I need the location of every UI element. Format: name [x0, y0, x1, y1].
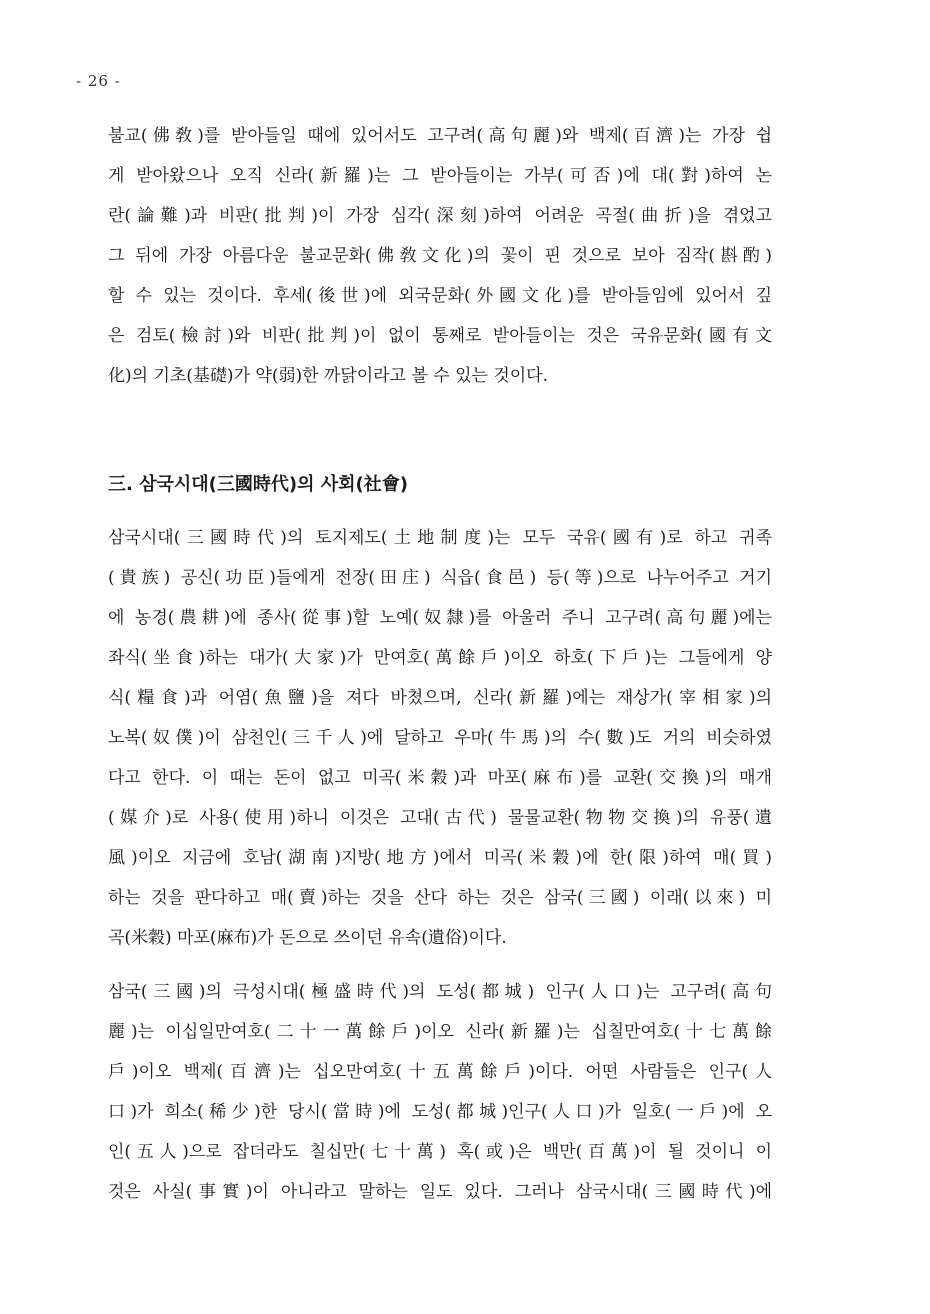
text-line: 戶)이오 백제(百濟)는 십오만여호(十五萬餘戶)이다. 어떤 사람들은 인구(人 — [108, 1062, 772, 1082]
text-line: 할 수 있는 것이다. 후세(後世)에 외국문화(外國文化)를 받아들임에 있어서 깊 — [108, 286, 772, 306]
text-line: 곡(米穀) 마포(麻布)가 돈으로 쓰이던 유속(遺俗)이다. — [108, 928, 507, 948]
text-line: 은 검토(檢討)와 비판(批判)이 없이 통째로 받아들이는 것은 국유문화(國有文 — [108, 326, 772, 346]
text-line: (媒介)로 사용(使用)하니 이것은 고대(古代) 물물교환(物物交換)의 유풍(遺 — [108, 808, 772, 828]
paragraph-buddhism-reception — [108, 116, 772, 396]
text-line: 것은 사실(事實)이 아니라고 말하는 일도 있다. 그러나 삼국시대(三國時代)에 — [108, 1182, 772, 1202]
text-line: 口)가 희소(稀少)한 당시(當時)에 도성(都城)인구(人口)가 일호(一戶)에 오 — [108, 1102, 772, 1122]
text-line: 그 뒤에 가장 아름다운 불교문화(佛敎文化)의 꽃이 핀 것으로 보아 짐작(斟酌) — [108, 246, 772, 266]
paragraph-capital-population — [108, 972, 772, 1212]
text-line: 다고 한다. 이 때는 돈이 없고 미곡(米穀)과 마포(麻布)를 교환(交換)의 매개 — [108, 768, 772, 788]
text-line: 麗)는 이십일만여호(二十一萬餘戶)이오 신라(新羅)는 십칠만여호(十七萬餘 — [108, 1022, 772, 1042]
text-line: 에 농경(農耕)에 종사(從事)할 노예(奴隸)를 아울러 주니 고구려(高句麗)에는 — [108, 608, 772, 628]
text-line: (貴族) 공신(功臣)들에게 전장(田庄) 식읍(食邑) 등(等)으로 나누어주고 거기 — [108, 568, 772, 588]
text-line: 란(論難)과 비판(批判)이 가장 심각(深刻)하여 어려운 곡절(曲折)을 겪었고 — [108, 206, 772, 226]
text-line: 化)의 기초(基礎)가 약(弱)한 까닭이라고 볼 수 있는 것이다. — [108, 366, 548, 386]
paragraph-land-system — [108, 518, 772, 958]
text-line: 불교(佛敎)를 받아들일 때에 있어서도 고구려(高句麗)와 백제(百濟)는 가장 쉽 — [108, 126, 772, 146]
text-line: 삼국(三國)의 극성시대(極盛時代)의 도성(都城) 인구(人口)는 고구려(高句 — [108, 982, 772, 1002]
section-heading: 三. 삼국시대(三國時代)의 사회(社會) — [108, 474, 408, 495]
text-line: 風)이오 지금에 호남(湖南)지방(地方)에서 미곡(米穀)에 한(限)하여 매(買) — [108, 848, 772, 868]
text-line: 노복(奴僕)이 삼천인(三千人)에 달하고 우마(牛馬)의 수(數)도 거의 비슷하였 — [108, 728, 772, 748]
text-line: 삼국시대(三國時代)의 토지제도(土地制度)는 모두 국유(國有)로 하고 귀족 — [108, 528, 772, 548]
text-line: 하는 것을 판다하고 매(賣)하는 것을 산다 하는 것은 삼국(三國) 이래(以來) 미 — [108, 888, 772, 908]
text-line: 좌식(坐食)하는 대가(大家)가 만여호(萬餘戶)이오 하호(下戶)는 그들에게 양 — [108, 648, 772, 668]
text-line: 게 받아왔으나 오직 신라(新羅)는 그 받아들이는 가부(可否)에 대(對)하여 논 — [108, 166, 772, 186]
text-line: 인(五人)으로 잡더라도 칠십만(七十萬) 혹(或)은 백만(百萬)이 될 것이니 이 — [108, 1142, 772, 1162]
text-line: 식(糧食)과 어염(魚鹽)을 져다 바쳤으며, 신라(新羅)에는 재상가(宰相家)의 — [108, 688, 772, 708]
page-number: - 26 - — [76, 72, 121, 90]
